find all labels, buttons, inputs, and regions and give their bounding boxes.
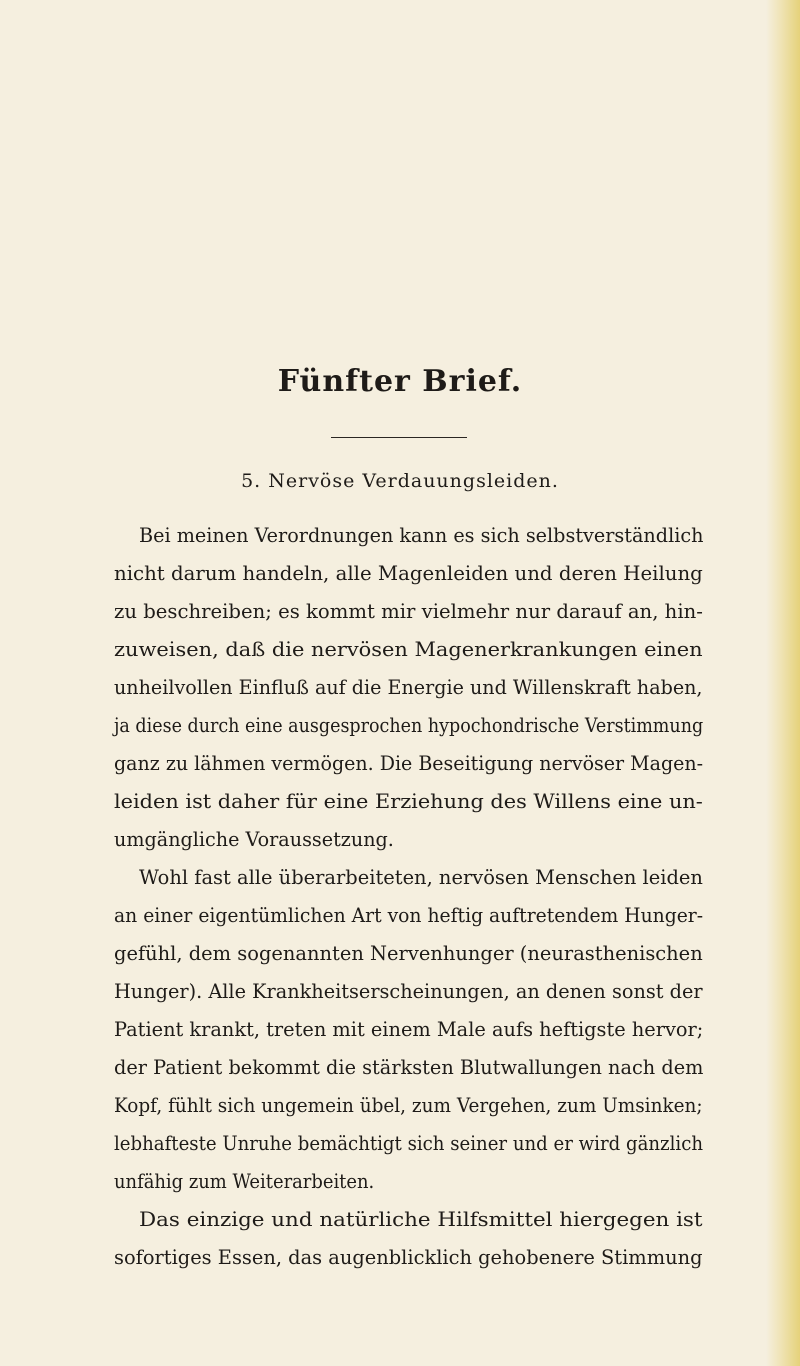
text-line: der Patient bekommt die stärksten Blutwallungen nach dem <box>114 1056 704 1079</box>
text-line: zuweisen, daß die nervösen Magenerkrankungen einen <box>114 638 703 661</box>
text-line: Kopf, fühlt sich ungemein übel, zum Vergehen, zum Umsinken; <box>114 1094 703 1117</box>
section-heading: 5. Nervöse Verdauungsleiden. <box>241 470 559 492</box>
text-line: gefühl, dem sogenannten Nervenhunger (neurasthenischen <box>114 942 703 965</box>
text-line: unfähig zum Weiterarbeiten. <box>114 1170 375 1193</box>
text-line: sofortiges Essen, das augenblicklich gehobenere Stimmung <box>114 1246 703 1269</box>
text-line: Hunger). Alle Krankheitserscheinungen, an denen sonst der <box>114 980 703 1003</box>
text-line: unheilvollen Einfluß auf die Energie und Willenskraft haben, <box>114 676 703 699</box>
text-line: Bei meinen Verordnungen kann es sich selbstverständlich <box>139 524 704 547</box>
text-line: ja diese durch eine ausgesprochen hypochondrische Verstimmung <box>114 714 704 737</box>
text-line: lebhafteste Unruhe bemächtigt sich seiner und er wird gänzlich <box>114 1132 704 1155</box>
text-line: Patient krankt, treten mit einem Male aufs heftigste hervor; <box>114 1018 704 1041</box>
text-line: Das einzige und natürliche Hilfsmittel hiergegen ist <box>139 1208 703 1231</box>
text-line: an einer eigentümlichen Art von heftig auftretendem Hunger- <box>114 904 704 927</box>
text-line: Wohl fast alle überarbeiteten, nervösen Menschen leiden <box>139 866 703 889</box>
page-edge-discoloration <box>766 0 800 1366</box>
text-line: nicht darum handeln, alle Magenleiden und deren Heilung <box>114 562 703 585</box>
text-line: umgängliche Voraussetzung. <box>114 828 394 851</box>
text-line: leiden ist daher für eine Erziehung des Willens eine un- <box>114 790 703 813</box>
title-divider <box>331 437 467 438</box>
text-line: zu beschreiben; es kommt mir vielmehr nur darauf an, hin- <box>114 600 703 623</box>
chapter-title: Fünfter Brief. <box>277 364 523 399</box>
text-line: ganz zu lähmen vermögen. Die Beseitigung nervöser Magen- <box>114 752 704 775</box>
